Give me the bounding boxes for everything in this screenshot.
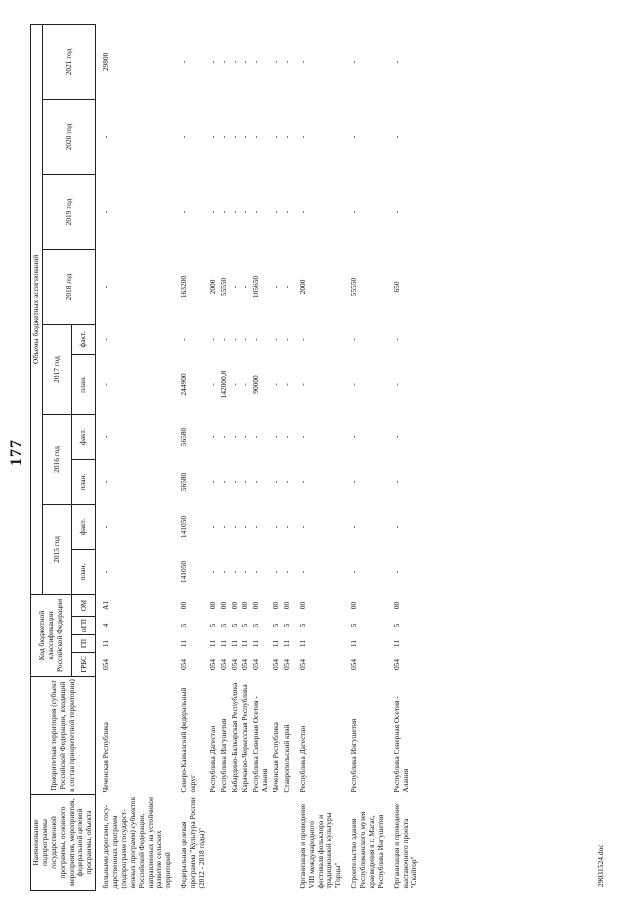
cell-2016-plan: 56580 (179, 472, 189, 492)
table-row (230, 24, 241, 890)
cell-2017-fact: - (251, 338, 261, 341)
row-om: 00 (391, 601, 401, 610)
cell-2016-plan: - (229, 480, 239, 484)
cell-2017-plan: - (349, 383, 359, 386)
cell-2020: - (349, 135, 359, 139)
cell-2021: - (271, 60, 280, 64)
cell-2015-plan: - (297, 570, 307, 574)
row-grbs: 054 (391, 658, 401, 671)
table-row (271, 24, 282, 890)
cell-2018: - (281, 285, 291, 289)
row-territory: Республика Ингушетия (349, 718, 359, 793)
cell-2016-plan: - (281, 480, 291, 484)
row-pgp: 5 (251, 623, 261, 628)
row-gp: 11 (101, 639, 111, 648)
cell-2021: - (251, 60, 261, 64)
cell-2019: - (207, 210, 217, 214)
cell-2016-fact: - (271, 435, 280, 439)
cell-2021: - (297, 60, 307, 64)
cell-2017-plan: - (271, 383, 280, 386)
row-om: 00 (349, 601, 359, 610)
header-fact-2015: факт. (72, 504, 96, 549)
cell-2017-plan: - (281, 383, 291, 386)
row-pgp: 5 (391, 623, 401, 628)
cell-2015-fact: - (207, 525, 217, 529)
cell-2016-plan: - (218, 480, 228, 484)
cell-2017-fact: - (207, 338, 217, 341)
cell-2019: - (281, 210, 291, 214)
cell-2016-plan: - (251, 480, 261, 484)
cell-2020: - (281, 135, 291, 139)
header-plan-2017: план. (72, 354, 96, 414)
header-year-2015: 2015 год (42, 504, 72, 594)
row-gp: 11 (251, 639, 261, 648)
cell-2017-fact: - (391, 338, 401, 341)
header-fact-2016: факт. (72, 414, 96, 459)
cell-2018: - (240, 285, 250, 289)
row-om: 00 (229, 601, 239, 610)
cell-2015-plan: - (251, 570, 261, 574)
cell-2016-plan: - (349, 480, 359, 484)
cell-2015-fact: - (101, 525, 111, 529)
header-fact-2017: факт. (72, 324, 96, 354)
table-row (219, 24, 230, 890)
row-grbs: 054 (349, 658, 359, 671)
header-om: ОМ (72, 594, 96, 616)
cell-2016-plan: - (207, 480, 217, 484)
row-territory: Республика Дагестан (207, 725, 217, 793)
cell-2015-fact: - (229, 525, 239, 529)
cell-2016-plan: - (271, 480, 280, 484)
cell-2018: 163200 (179, 275, 189, 299)
cell-2021: - (349, 60, 359, 64)
cell-2017-fact: - (101, 338, 111, 341)
cell-2016-fact: - (297, 435, 307, 439)
cell-2021: - (391, 60, 401, 64)
row-name: бильными дорогами, госу-дарственных программ (подпрограмм государст-венных программ) субъектов Российской Федерации, направленных на устойчивое развитие сельских территорий (101, 796, 173, 889)
cell-2015-plan: - (240, 570, 250, 574)
cell-2017-plan: 90000 (251, 375, 261, 394)
row-name: Федеральная целевая программа "Культура России (2012 - 2018 годы)" (179, 797, 206, 889)
row-pgp: 5 (349, 623, 359, 628)
row-grbs: 054 (101, 658, 111, 671)
cell-2015-fact: - (281, 525, 291, 529)
cell-2016-plan: - (297, 480, 307, 484)
row-gp: 11 (207, 639, 217, 648)
cell-2021: - (229, 60, 239, 64)
cell-2016-fact: - (281, 435, 291, 439)
row-pgp: 5 (281, 623, 291, 628)
row-territory: Северо-Кавказский федеральный округ (179, 687, 197, 793)
row-om: 00 (240, 601, 250, 610)
cell-2018: 55550 (218, 277, 228, 297)
cell-2019: - (391, 210, 401, 214)
row-territory: Кабардино-Балкарская Республика (229, 682, 239, 793)
header-year-2019: 2019 год (42, 174, 95, 249)
cell-2015-plan: - (391, 570, 401, 574)
table-row (208, 24, 219, 890)
row-pgp: 5 (297, 623, 307, 628)
cell-2019: - (271, 210, 280, 214)
table-row (387, 24, 421, 890)
row-territory: Республика Северная Осетия - Алания (251, 696, 270, 793)
row-grbs: 054 (297, 658, 307, 671)
header-year-2017: 2017 год (42, 324, 72, 414)
cell-2020: - (391, 135, 401, 139)
header-grbs: ГРБС (72, 653, 96, 677)
cell-2015-plan: - (271, 570, 280, 574)
cell-2015-fact: - (251, 525, 261, 529)
row-gp: 11 (218, 639, 228, 648)
cell-2018: - (271, 285, 280, 289)
cell-2018: 2000 (297, 279, 307, 295)
row-grbs: 054 (218, 658, 228, 671)
header-plan-2015: план. (72, 549, 96, 594)
row-om: А1 (101, 600, 111, 611)
cell-2020: - (229, 135, 239, 139)
header-plan-2016: план. (72, 459, 96, 504)
row-name (282, 795, 293, 891)
row-gp: 11 (271, 639, 280, 648)
cell-2015-fact: 141050 (179, 515, 189, 539)
row-grbs: 054 (281, 658, 291, 671)
row-om: 00 (207, 601, 217, 610)
cell-2020: - (101, 135, 111, 139)
cell-2015-plan: - (101, 570, 111, 574)
cell-2019: - (101, 210, 111, 214)
header-year-2016: 2016 год (42, 414, 72, 504)
row-pgp: 5 (240, 623, 250, 628)
cell-2016-fact: - (391, 435, 401, 439)
cell-2016-plan: - (240, 480, 250, 484)
cell-2017-plan: - (101, 383, 111, 386)
cell-2019: - (349, 210, 359, 214)
header-year-2018: 2018 год (42, 249, 95, 324)
cell-2020: - (179, 135, 189, 139)
row-territory: Чеченская Республика (271, 722, 280, 793)
row-name: Организация и проведение VIII международного фестиваля фольклора и традиционной культуры "Горцы" (297, 803, 343, 889)
cell-2015-plan: - (218, 570, 228, 574)
cell-2017-fact: - (271, 338, 280, 341)
cell-2015-fact: - (297, 525, 307, 529)
row-territory: Карачаево-Черкесская Республика (240, 684, 250, 793)
cell-2017-plan: - (207, 383, 217, 386)
row-om: 00 (218, 601, 228, 610)
row-name (208, 795, 219, 891)
cell-2018: 650 (391, 281, 401, 293)
header-volumes-group: Объемы бюджетных ассигнований (31, 24, 43, 594)
row-om: 00 (251, 601, 261, 610)
cell-2016-fact: - (240, 435, 250, 439)
row-om: 00 (271, 601, 280, 610)
cell-2015-fact: - (240, 525, 250, 529)
cell-2016-fact: - (349, 435, 359, 439)
table-row (174, 24, 208, 890)
cell-2021: - (240, 60, 250, 64)
cell-2020: - (271, 135, 280, 139)
cell-2016-fact: - (229, 435, 239, 439)
cell-2015-plan: - (229, 570, 239, 574)
row-om: 00 (281, 601, 291, 610)
row-name (271, 795, 282, 891)
row-grbs: 054 (207, 658, 217, 671)
row-gp: 11 (281, 639, 291, 648)
row-name: Строительство здания Республиканского музея краеведения в г. Магас, Республика Ингушетия (349, 811, 385, 889)
cell-2017-plan: - (229, 383, 239, 386)
row-territory: Республика Ингушетия (218, 718, 228, 793)
header-year-2021: 2021 год (42, 24, 95, 99)
cell-2016-fact: - (101, 435, 111, 439)
row-territory: Чеченская Республика (101, 722, 111, 793)
row-grbs: 054 (251, 658, 261, 671)
cell-2020: - (207, 135, 217, 139)
cell-2015-plan: - (281, 570, 291, 574)
cell-2017-plan: - (391, 383, 401, 386)
cell-2020: - (297, 135, 307, 139)
cell-2019: - (297, 210, 307, 214)
row-gp: 11 (179, 639, 189, 648)
row-grbs: 054 (240, 658, 250, 671)
cell-2021: - (281, 60, 291, 64)
cell-2017-plan: - (240, 383, 250, 386)
cell-2015-plan: - (349, 570, 359, 574)
cell-2017-fact: - (179, 338, 189, 341)
table-row (344, 24, 387, 890)
cell-2017-fact: - (218, 338, 228, 341)
row-gp: 11 (391, 639, 401, 648)
header-name-col: Наименование подпрограммы государственной программы, основного мероприятия, мероприятия, федеральной целевой программы, объекта (31, 795, 96, 891)
cell-2019: - (229, 210, 239, 214)
cell-2021: - (207, 60, 217, 64)
cell-2018: 55550 (349, 277, 359, 297)
cell-2018: 105650 (251, 275, 261, 299)
row-om: 00 (179, 601, 189, 610)
cell-2019: - (179, 210, 189, 214)
cell-2020: - (240, 135, 250, 139)
cell-2017-fact: - (297, 338, 307, 341)
cell-2016-fact: 56580 (179, 427, 189, 447)
cell-2017-fact: - (281, 338, 291, 341)
table-row (240, 24, 251, 890)
row-pgp: 5 (218, 623, 228, 628)
row-territory: Республика Дагестан (297, 725, 307, 793)
table-row (251, 24, 271, 890)
cell-2017-plan: - (297, 383, 307, 386)
cell-2017-plan: 142000,8 (218, 370, 228, 399)
row-pgp: 5 (179, 623, 189, 628)
row-grbs: 054 (179, 658, 189, 671)
header-code-group: Код бюджетной классификации Российской Федерации (31, 594, 72, 676)
row-name (240, 795, 251, 891)
row-gp: 11 (229, 639, 239, 648)
cell-2016-plan: - (391, 480, 401, 484)
cell-2017-fact: - (229, 338, 239, 341)
header-territory-col: Приоритетная территория (субъект Российской Федерации, входящий в состав приоритетной территории) (31, 677, 96, 795)
header-year-2020: 2020 год (42, 99, 95, 174)
table-body (96, 24, 421, 890)
cell-2020: - (218, 135, 228, 139)
cell-2018: 2000 (207, 279, 217, 295)
row-gp: 11 (349, 639, 359, 648)
cell-2015-plan: - (207, 570, 217, 574)
cell-2018: - (229, 285, 239, 289)
header-pgp: пГП (72, 617, 96, 635)
row-grbs: 054 (229, 658, 239, 671)
cell-2018: - (101, 285, 111, 289)
header-gp: ГП (72, 635, 96, 653)
cell-2015-fact: - (271, 525, 280, 529)
table-header (31, 24, 96, 890)
row-om: 00 (297, 601, 307, 610)
cell-2016-fact: - (251, 435, 261, 439)
cell-2017-fact: - (240, 338, 250, 341)
row-pgp: 4 (101, 623, 111, 628)
cell-2019: - (251, 210, 261, 214)
row-pgp: 5 (229, 623, 239, 628)
row-name (219, 795, 230, 891)
cell-2016-fact: - (207, 435, 217, 439)
cell-2020: - (251, 135, 261, 139)
cell-2017-fact: - (349, 338, 359, 341)
table-row (282, 24, 293, 890)
cell-2021: - (218, 60, 228, 64)
cell-2019: - (240, 210, 250, 214)
row-gp: 11 (297, 639, 307, 648)
budget-table (30, 24, 420, 891)
cell-2016-plan: - (101, 480, 111, 484)
page-number: 177 (8, 439, 25, 466)
document-id: 29031524.doc (596, 844, 605, 887)
cell-2015-fact: - (349, 525, 359, 529)
cell-2021: - (179, 60, 189, 64)
row-territory: Республика Северная Осетия - Алания (391, 696, 410, 793)
cell-2016-fact: - (218, 435, 228, 439)
row-pgp: 5 (207, 623, 217, 628)
row-territory: Ставропольский край (281, 724, 291, 793)
cell-2015-plan: 141050 (179, 560, 189, 584)
row-pgp: 5 (271, 623, 280, 628)
row-grbs: 054 (271, 658, 280, 671)
row-name (230, 795, 241, 891)
cell-2015-fact: - (391, 525, 401, 529)
cell-2021: 29800 (101, 52, 111, 72)
row-name (251, 795, 271, 891)
row-gp: 11 (240, 639, 250, 648)
table-row (293, 24, 344, 890)
table-row (96, 24, 175, 890)
cell-2015-fact: - (218, 525, 228, 529)
cell-2017-plan: 244900 (179, 373, 189, 396)
row-name: Организация и проведение выставочного проекта "Скайтор" (391, 803, 419, 889)
cell-2019: - (218, 210, 228, 214)
